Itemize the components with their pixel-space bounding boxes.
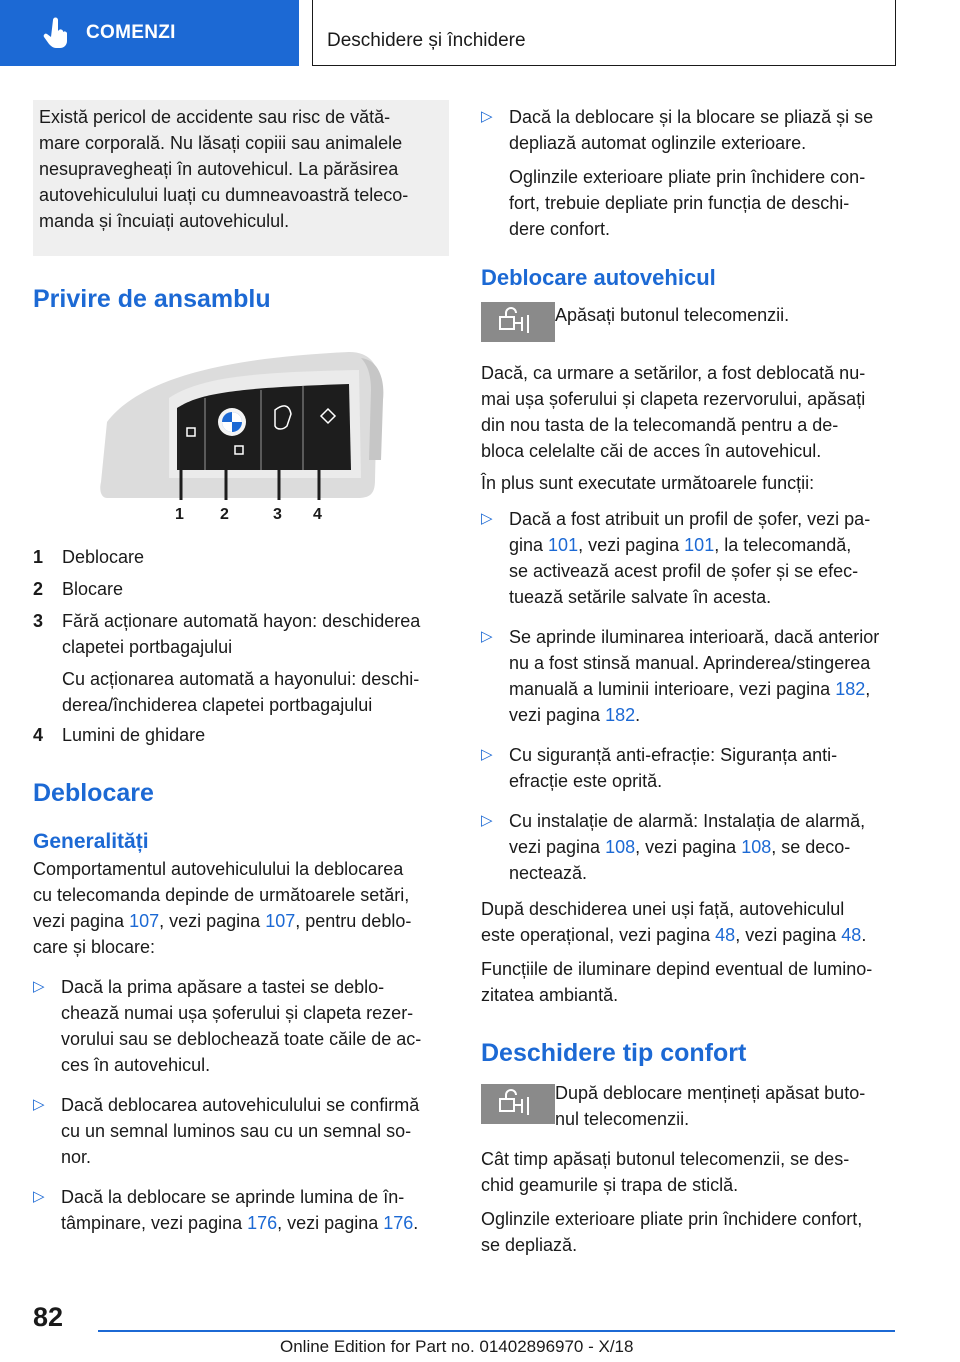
text-line: Se aprinde iluminarea interioară, dacă anterior [509, 627, 880, 647]
edition-text: Online Edition for Part no. 01402896970 - X/18 [280, 1337, 634, 1356]
text-line: Cu siguranță anti-efracție: Siguranța anti- [509, 745, 838, 765]
text-line: fort, trebuie depliate prin funcția de deschi- [509, 193, 850, 213]
text-span: , vezi pagina [159, 911, 266, 931]
text-line: mai ușa șoferului și clapeta rezervorului, apăsați [481, 389, 866, 409]
text-line: din nou tasta de la telecomandă pentru a de- [481, 415, 839, 435]
bullet-item [481, 104, 897, 242]
callout-3: 3 [273, 506, 282, 523]
unlock-key-row [481, 302, 897, 342]
text-line: se depliază. [481, 1235, 578, 1255]
unlock-text [481, 360, 897, 496]
right-column [481, 100, 897, 1258]
comfort-opening-heading: Deschidere tip confort [481, 1039, 747, 1067]
page-link[interactable]: 182 [835, 679, 866, 699]
page-link[interactable]: 176 [383, 1213, 414, 1233]
bullet-item [481, 506, 897, 610]
text-line: Comportamentul autovehiculului la deblocarea [33, 859, 404, 879]
overview-heading: Privire de ansamblu [33, 285, 271, 313]
triangle-bullet-icon: ▷ [481, 746, 493, 763]
warning-line: autovehiculului luați cu dumneavoastră teleco- [39, 185, 409, 205]
page-link[interactable]: 107 [265, 911, 296, 931]
key-fob-illustration [99, 350, 419, 532]
bullet-item [33, 1184, 449, 1236]
item-text: Lumini de ghidare [62, 725, 206, 745]
text-line: Dacă la deblocare se aprinde lumina de în- [61, 1187, 405, 1207]
text-line: care și blocare: [33, 937, 156, 957]
unlock-button-icon [481, 302, 555, 342]
text-line: Dacă la deblocare și la blocare se pliază și se [509, 107, 874, 127]
text-line: Cât timp apăsați butonul telecomenzii, se des- [481, 1149, 850, 1169]
item-number: 4 [33, 725, 44, 745]
text-span: vezi pagina [509, 837, 606, 857]
page-link[interactable]: 101 [684, 535, 715, 555]
item-text: clapetei portbagajului [62, 637, 233, 657]
text-span: , vezi pagina [578, 535, 685, 555]
section-tab[interactable] [0, 0, 299, 66]
bullet-item [33, 974, 449, 1078]
text-span: gina [509, 535, 549, 555]
section-tab-label: COMENZI [86, 22, 176, 43]
text-line: cu telecomanda depinde de următoarele setări, [33, 885, 410, 905]
text-line: tuează setările salvate în acesta. [509, 587, 772, 607]
text-line: bloca celelalte căi de acces în autovehicul. [481, 441, 822, 461]
text-line: chid geamurile și trapa de sticlă. [481, 1175, 739, 1195]
hand-pointer-icon [40, 16, 74, 50]
text-line: efracție este oprită. [509, 771, 663, 791]
warning-line: nesupravegheați în autovehicul. La părăsirea [39, 159, 399, 179]
bullet-item [481, 742, 897, 794]
key-instruction: După deblocare mențineți apăsat buto- [555, 1083, 866, 1103]
bullet-item [33, 1092, 449, 1170]
list-item [33, 722, 449, 748]
generalitati-heading: Generalități [33, 830, 149, 853]
text-line [33, 908, 449, 934]
page-link[interactable]: 182 [605, 705, 636, 725]
text-span: , vezi pagina [735, 925, 842, 945]
text-line: nectează. [509, 863, 588, 883]
key-instruction: Apăsați butonul telecomenzii. [555, 305, 790, 325]
callout-4: 4 [313, 506, 322, 523]
page-link[interactable]: 108 [605, 837, 636, 857]
text-line: chează numai ușa șoferului și clapeta rezer- [61, 1003, 414, 1023]
item-number: 2 [33, 579, 44, 599]
list-item [33, 608, 449, 718]
item-number: 1 [33, 547, 44, 567]
deblocare-intro [33, 856, 449, 960]
deblocare-heading: Deblocare [33, 779, 154, 807]
page-title: Deschidere și închidere [327, 30, 526, 51]
warning-line: Există pericol de accidente sau risc de vătă- [39, 107, 391, 127]
text-line [509, 702, 897, 728]
callout-2: 2 [220, 506, 229, 523]
page-number: 82 [33, 1302, 64, 1332]
triangle-bullet-icon: ▷ [33, 1096, 45, 1113]
key-fob-drawing [99, 350, 419, 532]
left-column [33, 100, 449, 1236]
triangle-bullet-icon: ▷ [481, 108, 493, 125]
text-line: Dacă a fost atribuit un profil de șofer, vezi pa- [509, 509, 871, 529]
text-line: Dacă la prima apăsare a tastei se deblo- [61, 977, 385, 997]
text-span: vezi pagina [33, 911, 130, 931]
text-span: , pentru deblo- [295, 911, 412, 931]
footer-divider [98, 1330, 895, 1332]
text-span: vezi pagina [509, 705, 606, 725]
triangle-bullet-icon: ▷ [481, 812, 493, 829]
text-line: După deschiderea unei uși față, autovehiculul [481, 899, 845, 919]
text-line: se activează acest profil de șofer și se efec- [509, 561, 859, 581]
page-link[interactable]: 48 [841, 925, 862, 945]
text-span: , la telecomandă, [714, 535, 852, 555]
text-line [509, 676, 897, 702]
bullet-item [481, 808, 897, 886]
text-line: zitatea ambiantă. [481, 985, 619, 1005]
text-span: . [861, 925, 867, 945]
item-text: Deblocare [62, 547, 145, 567]
page-link[interactable]: 101 [548, 535, 579, 555]
text-span: . [413, 1213, 419, 1233]
bullet-item [481, 624, 897, 728]
list-item [33, 544, 449, 570]
text-span: . [635, 705, 641, 725]
item-text: Cu acționarea automată a hayonului: deschi- [62, 669, 420, 689]
item-text: derea/închiderea clapetei portbagajului [62, 695, 373, 715]
text-line [509, 834, 897, 860]
callout-1: 1 [175, 506, 184, 523]
comfort-key-row [481, 1080, 897, 1132]
text-line: cu un semnal luminos sau cu un semnal so- [61, 1121, 412, 1141]
text-span: tâmpinare, vezi pagina [61, 1213, 248, 1233]
text-span: manuală a luminii interioare, vezi pagina [509, 679, 836, 699]
text-line: Dacă deblocarea autovehiculului se confirmă [61, 1095, 420, 1115]
key-instruction: nul telecomenzii. [555, 1109, 690, 1129]
page-link[interactable]: 48 [715, 925, 736, 945]
text-line: Oglinzile exterioare pliate prin închidere con- [509, 167, 866, 187]
unlock-button-icon [481, 1084, 555, 1124]
text-span: , vezi pagina [277, 1213, 384, 1233]
warning-line: mare corporală. Nu lăsați copiii sau animalele [39, 133, 403, 153]
page-header [312, 0, 896, 66]
text-span: , se deco- [771, 837, 851, 857]
item-text: Blocare [62, 579, 124, 599]
triangle-bullet-icon: ▷ [33, 1188, 45, 1205]
operational-text [481, 896, 897, 1008]
unlock-vehicle-heading: Deblocare autovehicul [481, 265, 716, 290]
text-line: Dacă, ca urmare a setărilor, a fost deblocată nu- [481, 363, 866, 383]
text-span: , vezi pagina [635, 837, 742, 857]
page-link[interactable]: 107 [129, 911, 160, 931]
item-number: 3 [33, 611, 44, 631]
text-line [481, 922, 897, 948]
triangle-bullet-icon: ▷ [33, 978, 45, 995]
text-line: ces în autovehicul. [61, 1055, 211, 1075]
text-line: nor. [61, 1147, 92, 1167]
triangle-bullet-icon: ▷ [481, 628, 493, 645]
text-span: este operațional, vezi pagina [481, 925, 716, 945]
warning-line: manda și încuiați autovehiculul. [39, 211, 290, 231]
overview-list [33, 544, 449, 748]
text-line: vorului sau se deblochează toate căile de ac- [61, 1029, 422, 1049]
comfort-text [481, 1146, 897, 1258]
page-link[interactable]: 108 [741, 837, 772, 857]
text-line: Oglinzile exterioare pliate prin închidere confort, [481, 1209, 863, 1229]
text-line: Funcțiile de iluminare depind eventual de lumino- [481, 959, 873, 979]
text-line [61, 1210, 449, 1236]
triangle-bullet-icon: ▷ [481, 510, 493, 527]
item-text: Fără acționare automată hayon: deschiderea [62, 611, 421, 631]
text-line: nu a fost stinsă manual. Aprinderea/stingerea [509, 653, 871, 673]
text-line: Cu instalație de alarmă: Instalația de alarmă, [509, 811, 866, 831]
list-item [33, 576, 449, 602]
text-line: depliază automat oglinzile exterioare. [509, 133, 807, 153]
text-line: În plus sunt executate următoarele funcții: [481, 473, 815, 493]
text-line [509, 532, 897, 558]
text-span: , [865, 679, 871, 699]
text-line: dere confort. [509, 219, 611, 239]
page-link[interactable]: 176 [247, 1213, 278, 1233]
warning-box [33, 100, 449, 256]
